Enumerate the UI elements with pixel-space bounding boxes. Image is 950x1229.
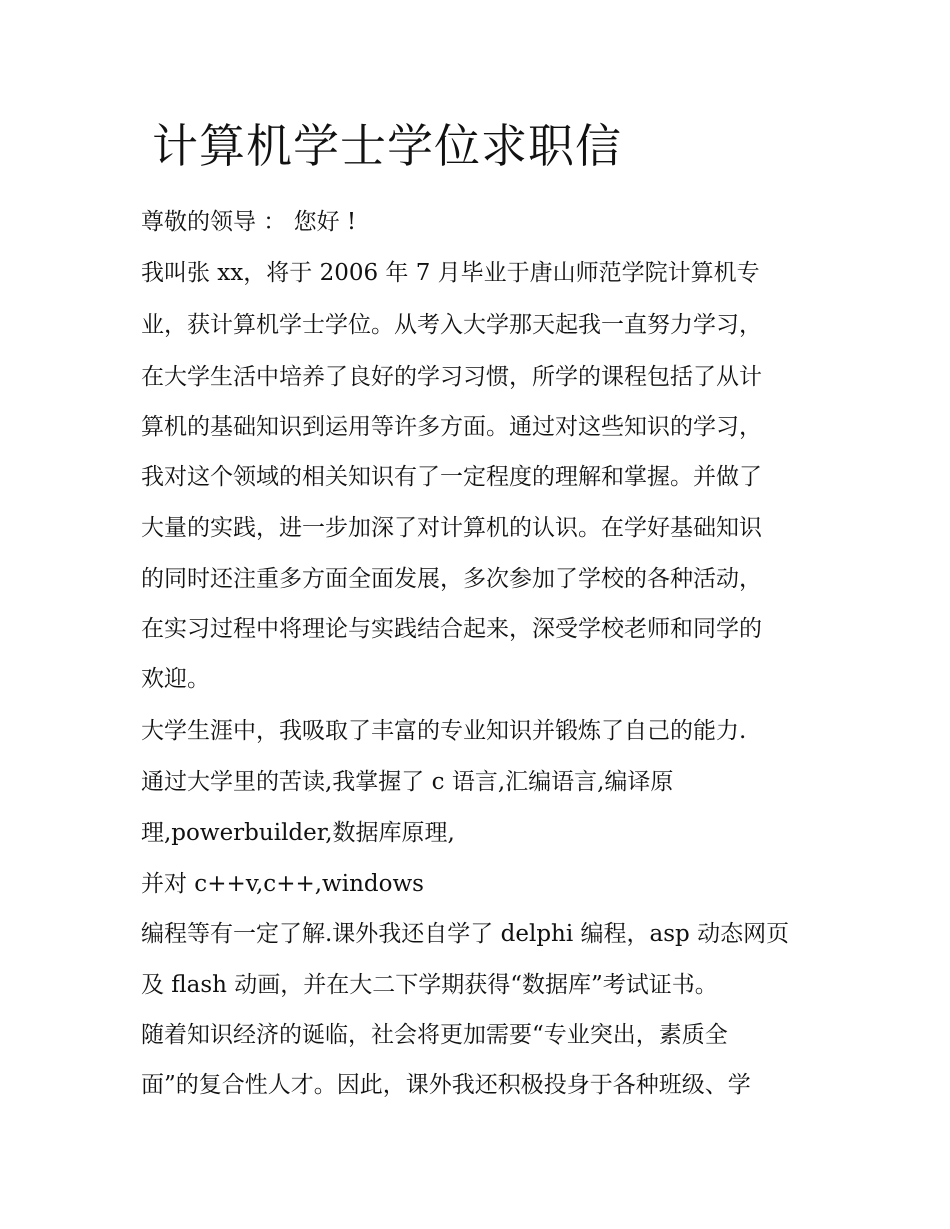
salutation-line: 尊敬的领导 ： 您好 !	[141, 209, 357, 235]
body-line: 大学生涯中，我吸取了丰富的专业知识并锻炼了自己的能力.	[141, 718, 747, 744]
body-line: 编程等有一定了解.课外我还自学了 delphi 编程，asp 动态网页	[141, 921, 790, 947]
body-line: 在大学生活中培养了良好的学习习惯，所学的课程包括了从计	[141, 364, 762, 390]
body-line: 在实习过程中将理论与实践结合起来，深受学校老师和同学的	[141, 616, 762, 642]
body-line: 算机的基础知识到运用等许多方面。通过对这些知识的学习，	[141, 414, 762, 440]
body-line: 及 flash 动画，并在大二下学期获得“数据库”考试证书。	[141, 972, 718, 998]
body-line: 通过大学里的苦读,我掌握了 c 语言,汇编语言,编译原	[141, 769, 674, 795]
body-line: 的同时还注重多方面全面发展，多次参加了学校的各种活动，	[141, 566, 762, 592]
body-line: 我对这个领域的相关知识有了一定程度的理解和掌握。并做了	[141, 464, 762, 490]
body-line: 理,powerbuilder,数据库原理,	[141, 820, 455, 846]
body-line: 业，获计算机学士学位。从考入大学那天起我一直努力学习，	[141, 312, 762, 338]
body-line: 面”的复合性人才。因此，课外我还积极投身于各种班级、学	[141, 1072, 751, 1098]
document-title: 计算机学士学位求职信	[152, 119, 622, 173]
body-line: 随着知识经济的诞临，社会将更加需要“专业突出，素质全	[141, 1022, 728, 1048]
body-line: 并对 c++v,c++,windows	[141, 871, 424, 897]
body-line: 欢迎。	[141, 666, 210, 692]
body-line: 我叫张 xx，将于 2006 年 7 月毕业于唐山师范学院计算机专	[141, 260, 760, 286]
body-line: 大量的实践，进一步加深了对计算机的认识。在学好基础知识	[141, 515, 762, 541]
